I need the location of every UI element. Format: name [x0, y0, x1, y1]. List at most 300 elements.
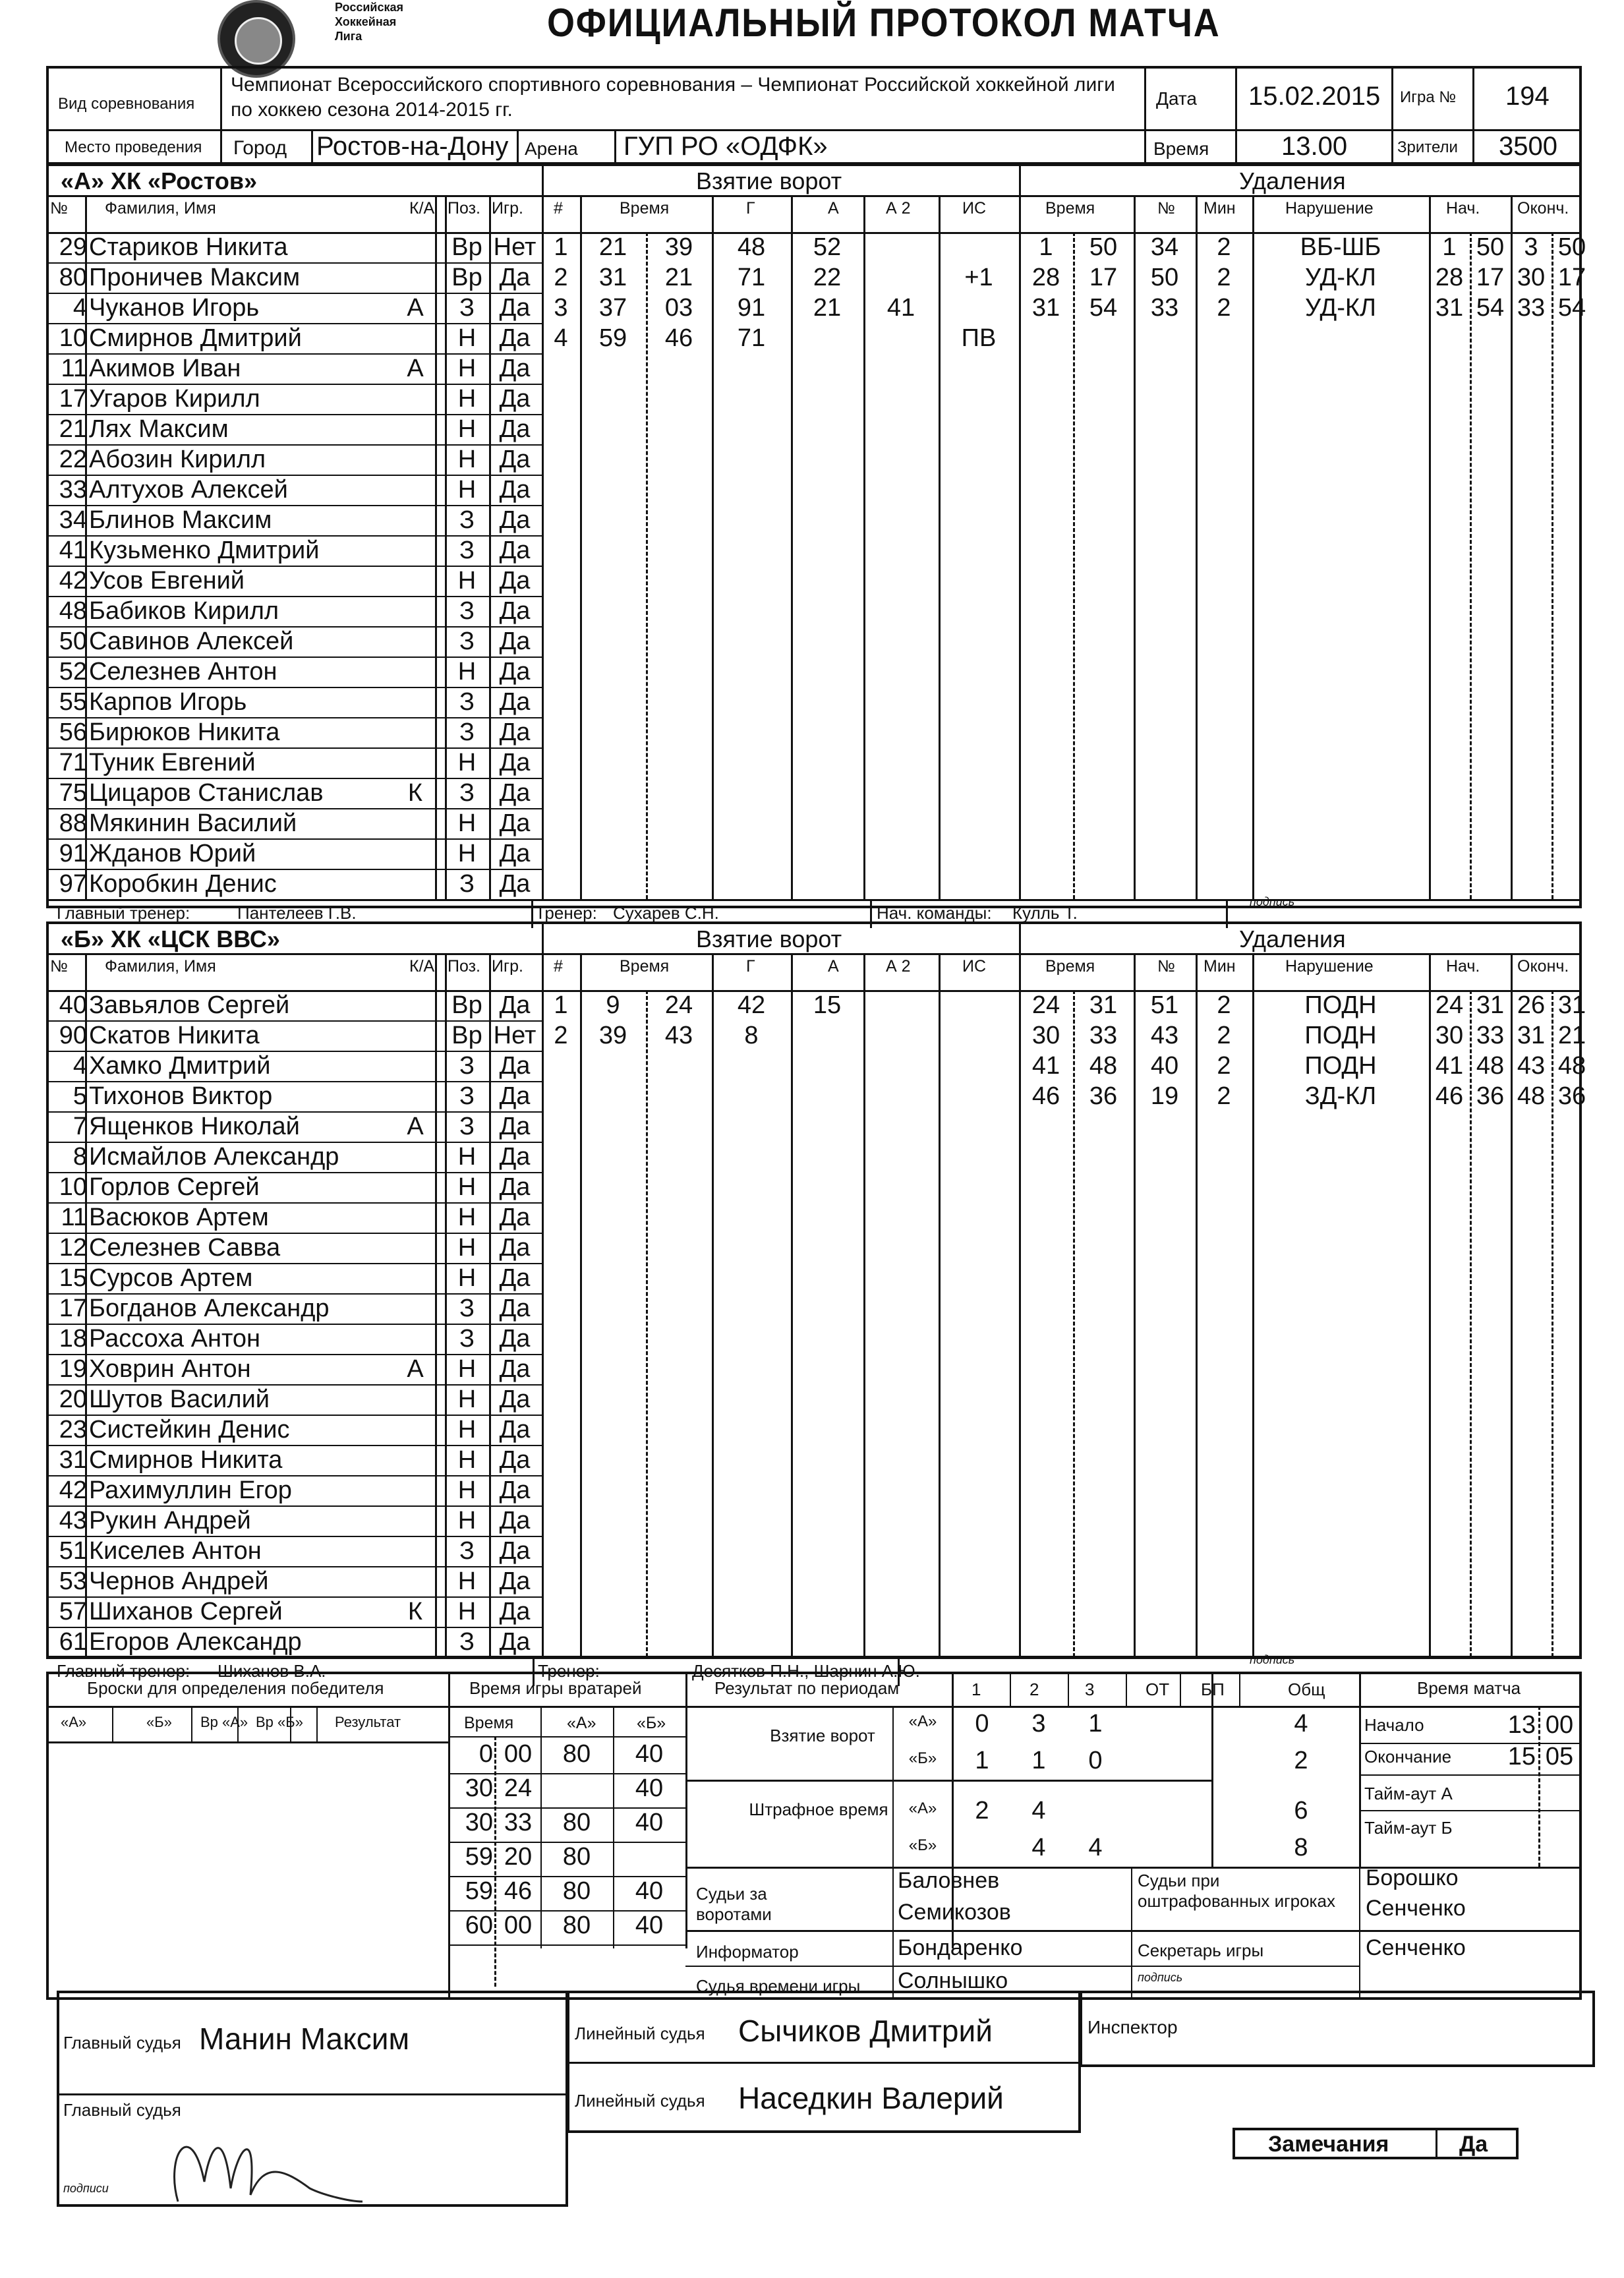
penalty-cell: 33	[1089, 1022, 1118, 1049]
player-name: Киселев Антон	[89, 1537, 262, 1565]
goalie-b: 40	[635, 1740, 664, 1768]
player-games: Да	[499, 1295, 531, 1322]
time-label: Время	[1153, 138, 1209, 159]
penalty-cell: 48	[1476, 1052, 1505, 1080]
column-header-name: Фамилия, Имя	[105, 199, 216, 218]
goal-judge-1: Баловнев	[898, 1868, 1000, 1893]
player-name: Смирнов Никита	[89, 1446, 283, 1474]
player-number: 7	[72, 1113, 87, 1140]
penalty-cell: 43	[1517, 1052, 1546, 1080]
goalie-b: 40	[635, 1809, 664, 1836]
penalty-cell: 46	[1435, 1082, 1464, 1110]
secretary-label: Секретарь игры	[1138, 1941, 1264, 1960]
goalie-min: 59	[465, 1843, 493, 1871]
penalty-cell: 31	[1517, 1022, 1546, 1049]
player-number: 17	[59, 385, 87, 413]
timekeeper: Солнышко	[898, 1968, 1008, 1993]
sign-label: подпись	[1250, 895, 1295, 908]
column-header-name: Фамилия, Имя	[105, 957, 216, 976]
column-header-g_g: Г	[746, 957, 755, 976]
player-number: 31	[59, 1446, 87, 1474]
column-header-g_time: Время	[620, 957, 670, 976]
player-position: Н	[457, 567, 477, 595]
shootout-col: Вр «Б»	[256, 1714, 303, 1730]
grid-line	[542, 954, 544, 1657]
trainer: Десятков П.Н., Шарнин А.Ю.	[692, 1661, 920, 1681]
player-games: Да	[499, 1446, 531, 1474]
grid-line	[542, 166, 544, 196]
grid-line	[1359, 1867, 1360, 1999]
period-team: «А»	[908, 1799, 937, 1817]
player-number: 61	[59, 1628, 87, 1656]
coach-label: Главный тренер:	[57, 903, 190, 923]
period-col: 2	[1030, 1679, 1039, 1699]
goalie-sec: 46	[504, 1877, 533, 1905]
match-end-m: 05	[1545, 1743, 1574, 1770]
penalty-cell: 36	[1476, 1082, 1505, 1110]
penalty-cell: 3	[1524, 233, 1538, 261]
team-chief-label: Нач. команды:	[877, 903, 992, 923]
player-position: З	[459, 294, 475, 322]
grid-line	[1239, 1672, 1240, 1706]
player-games: Да	[499, 1416, 531, 1444]
penalty-cell: ПОДН	[1304, 991, 1377, 1019]
goal-cell: 48	[737, 233, 766, 261]
player-name: Бабиков Кирилл	[89, 597, 279, 625]
trainer-label: Тренер:	[535, 903, 597, 923]
penalty-cell: 28	[1435, 264, 1464, 291]
penalty-cell: 33	[1150, 294, 1179, 322]
period-team: «А»	[908, 1712, 937, 1730]
divider	[46, 1706, 1582, 1708]
goal-cell: 39	[598, 1022, 627, 1049]
divider	[46, 899, 1582, 901]
grid-line	[1068, 1672, 1069, 1706]
player-name: Чернов Андрей	[89, 1567, 269, 1595]
period-col: ОТ	[1146, 1679, 1170, 1699]
player-name: Сурсов Артем	[89, 1264, 253, 1292]
grid-line	[791, 954, 793, 1657]
player-number: 51	[59, 1537, 87, 1565]
player-role: К	[407, 1598, 423, 1625]
goal-cell: 3	[554, 294, 568, 322]
grid-line	[435, 954, 437, 1657]
match-start-m: 00	[1545, 1711, 1574, 1739]
player-position: Н	[457, 1476, 477, 1504]
player-games: Да	[499, 1355, 531, 1383]
column-header-p_min: Мин	[1204, 957, 1236, 976]
period-score: 0	[1088, 1747, 1103, 1774]
time-separator	[494, 1736, 496, 1987]
player-games: Да	[499, 1386, 531, 1413]
row-line	[1359, 1774, 1582, 1776]
linesman-label-1: Линейный судья	[575, 2024, 705, 2043]
penalty-cell: 50	[1089, 233, 1118, 261]
time-separator	[646, 990, 648, 1657]
column-header-p_end: Оконч.	[1517, 199, 1569, 218]
player-name: Ященков Николай	[89, 1113, 300, 1140]
goalie-min: 30	[465, 1809, 493, 1836]
penalties-title: Удаления	[1239, 925, 1346, 952]
sign-label: подпись	[1250, 1653, 1295, 1666]
goalie-b: 40	[635, 1774, 664, 1802]
column-header-games: Игр.	[492, 957, 523, 976]
goal-cell: 31	[598, 264, 627, 291]
player-name: Усов Евгений	[89, 567, 245, 595]
player-number: 22	[59, 446, 87, 473]
goalie-col: «Б»	[637, 1714, 666, 1732]
player-games: Да	[499, 355, 531, 382]
goal-cell: 42	[737, 991, 766, 1019]
penalty-cell: 17	[1557, 264, 1586, 291]
goalie-a: 80	[562, 1912, 591, 1939]
player-games: Да	[499, 991, 531, 1019]
goalie-a: 80	[562, 1809, 591, 1836]
player-games: Да	[499, 597, 531, 625]
penalty-cell: 48	[1557, 1052, 1586, 1080]
grid-line	[863, 954, 865, 1657]
player-name: Проничев Максим	[89, 264, 301, 291]
player-position: Н	[457, 1386, 477, 1413]
penalty-cell: 30	[1031, 1022, 1060, 1049]
player-name: Рахимуллин Егор	[89, 1476, 292, 1504]
penalty-cell: УД-КЛ	[1305, 294, 1376, 322]
match-start-label: Начало	[1364, 1715, 1424, 1735]
player-number: 48	[59, 597, 87, 625]
divider	[685, 1966, 1359, 1967]
goal-cell: 71	[737, 324, 766, 352]
penalty-cell: 50	[1150, 264, 1179, 291]
player-number: 80	[59, 264, 87, 291]
penalty-judge-1: Борошко	[1366, 1865, 1459, 1890]
grid-line	[1359, 1672, 1361, 1867]
player-position: Вр	[451, 1022, 482, 1049]
column-header-no: №	[50, 199, 68, 218]
penalty-cell: 2	[1217, 233, 1231, 261]
player-name: Туник Евгений	[89, 749, 256, 776]
grid-line	[580, 954, 582, 1657]
penalty-cell: 36	[1557, 1082, 1586, 1110]
player-name: Тихонов Виктор	[89, 1082, 273, 1110]
player-number: 55	[59, 688, 87, 716]
arena: ГУП РО «ОДФК»	[624, 132, 828, 161]
goalie-b: 40	[635, 1912, 664, 1939]
trainer-label: Тренер:	[538, 1661, 600, 1681]
penalty-cell: 24	[1031, 991, 1060, 1019]
player-games: Да	[499, 658, 531, 686]
goal-cell: 21	[664, 264, 693, 291]
match-date: 15.02.2015	[1248, 82, 1381, 111]
goals-title: Взятие ворот	[696, 167, 842, 194]
player-games: Да	[499, 324, 531, 352]
player-games: Да	[499, 446, 531, 473]
informer: Бондаренко	[898, 1935, 1023, 1960]
grid-line	[435, 196, 437, 899]
player-name: Рукин Андрей	[89, 1507, 251, 1534]
column-header-pos: Поз.	[448, 199, 480, 218]
player-number: 17	[59, 1295, 87, 1322]
referee-signature	[152, 2103, 369, 2208]
penalty-cell: 33	[1476, 1022, 1505, 1049]
player-number: 43	[59, 1507, 87, 1534]
player-position: Н	[457, 1567, 477, 1595]
player-role: А	[407, 355, 424, 382]
player-number: 42	[59, 1476, 87, 1504]
grid-line	[1010, 1672, 1011, 1706]
player-games: Да	[499, 264, 531, 291]
grid-line	[1180, 1672, 1181, 1706]
penalty-judges-label: Судьи при оштрафованных игроках	[1138, 1871, 1335, 1911]
player-number: 10	[59, 324, 87, 352]
player-position: З	[459, 1325, 475, 1353]
player-position: Н	[457, 1446, 477, 1474]
penalty-judge-2: Сенченко	[1366, 1896, 1466, 1921]
goalie-a: 80	[562, 1843, 591, 1871]
penalty-cell: 40	[1150, 1052, 1179, 1080]
grid-line	[112, 1706, 113, 1741]
divider	[46, 953, 1582, 955]
player-games: Да	[499, 1325, 531, 1353]
player-number: 53	[59, 1567, 87, 1595]
player-number: 71	[59, 749, 87, 776]
penalty-cell: 17	[1089, 264, 1118, 291]
player-position: Н	[457, 1416, 477, 1444]
head-coach: Пантелеев Г.В.	[237, 903, 357, 923]
period-score: 4	[1031, 1797, 1046, 1825]
penalty-cell: 48	[1089, 1052, 1118, 1080]
player-position: Н	[457, 840, 477, 867]
penalty-cell: ПОДН	[1304, 1022, 1377, 1049]
player-position: Н	[457, 809, 477, 837]
period-score: 3	[1031, 1710, 1046, 1738]
player-number: 90	[59, 1022, 87, 1049]
timeout-b: Тайм-аут Б	[1364, 1818, 1453, 1838]
grid-line	[685, 1672, 687, 1948]
divider	[46, 1657, 1582, 1659]
match-type: Чемпионат Всероссийского спортивного соревнования – Чемпионат Российской хоккейной лиги по хоккею сезона 2014-2015 гг.	[231, 74, 1115, 121]
player-games: Да	[499, 628, 531, 655]
remarks-box	[1232, 2128, 1519, 2159]
player-number: 19	[59, 1355, 87, 1383]
grid-line	[290, 1706, 291, 1741]
player-position: Н	[457, 385, 477, 413]
player-number: 4	[72, 1052, 87, 1080]
column-header-games: Игр.	[492, 199, 523, 218]
penalty-cell: УД-КЛ	[1305, 264, 1376, 291]
player-position: Н	[457, 1234, 477, 1262]
goalie-a: 80	[562, 1877, 591, 1905]
column-header-p_time: Время	[1045, 199, 1095, 218]
column-header-p_min: Мин	[1204, 199, 1236, 218]
grid-line	[191, 1706, 192, 1741]
player-number: 57	[59, 1598, 87, 1625]
shootout-col: Результат	[335, 1714, 401, 1730]
player-position: З	[459, 688, 475, 716]
match-start-h: 13	[1507, 1711, 1536, 1739]
penalty-cell: 28	[1031, 264, 1060, 291]
penalty-cell: 33	[1517, 294, 1546, 322]
penalty-cell: 31	[1435, 294, 1464, 322]
player-games: Да	[499, 476, 531, 504]
signs-label: подписи	[63, 2182, 109, 2195]
player-games: Да	[499, 870, 531, 898]
player-position: Вр	[451, 233, 482, 261]
divider	[685, 1780, 1213, 1782]
time-separator	[1538, 1706, 1540, 1867]
player-position: З	[459, 718, 475, 746]
timekeeper-label: Судья времени игры	[696, 1976, 861, 1996]
grid-line	[316, 1706, 318, 1741]
player-games: Да	[499, 809, 531, 837]
player-games: Да	[499, 1082, 531, 1110]
player-name: Савинов Алексей	[89, 628, 294, 655]
period-team: «Б»	[908, 1749, 937, 1767]
player-games: Да	[499, 1173, 531, 1201]
period-col: Общ	[1288, 1679, 1325, 1699]
main-referee-label: Главный судья	[63, 2033, 181, 2053]
player-name: Васюков Артем	[89, 1204, 269, 1231]
penalty-cell: 2	[1217, 1082, 1231, 1110]
player-position: Н	[457, 324, 477, 352]
match-time: 13.00	[1281, 132, 1348, 161]
player-number: 5	[72, 1082, 87, 1110]
column-header-g_is: ИС	[962, 199, 987, 218]
main-referee-label-2: Главный судья	[63, 2100, 181, 2120]
player-games: Да	[499, 1143, 531, 1171]
period-col: 1	[972, 1679, 981, 1699]
player-name: Чуканов Игорь	[89, 294, 260, 322]
player-position: Н	[457, 1143, 477, 1171]
team-title: «А» ХК «Ростов»	[61, 167, 258, 194]
player-name: Абозин Кирилл	[89, 446, 266, 473]
player-number: 91	[59, 840, 87, 867]
secretary: Сенченко	[1366, 1935, 1466, 1960]
column-header-g_a2: А 2	[886, 957, 911, 976]
column-header-no: №	[50, 957, 68, 976]
city-label: Город	[233, 137, 287, 159]
player-number: 11	[61, 355, 87, 382]
team-title: «Б» ХК «ЦСК ВВС»	[61, 925, 280, 952]
goalie-sec: 00	[504, 1912, 533, 1939]
player-position: З	[459, 1537, 475, 1565]
player-games: Да	[499, 294, 531, 322]
period-total: 2	[1294, 1747, 1308, 1774]
goal-cell: 2	[554, 1022, 568, 1049]
player-name: Систейкин Денис	[89, 1416, 290, 1444]
player-number: 18	[59, 1325, 87, 1353]
penalty-cell: 30	[1435, 1022, 1464, 1049]
player-number: 50	[59, 628, 87, 655]
penalty-cell: 26	[1517, 991, 1546, 1019]
penalty-cell: 24	[1435, 991, 1464, 1019]
player-position: Н	[457, 1598, 477, 1625]
penalty-cell: 50	[1476, 233, 1505, 261]
penalty-cell: 48	[1517, 1082, 1546, 1110]
player-number: 23	[59, 1416, 87, 1444]
player-name: Жданов Юрий	[89, 840, 256, 867]
player-position: Н	[457, 658, 477, 686]
goal-cell: 59	[598, 324, 627, 352]
match-time-title: Время матча	[1417, 1678, 1521, 1698]
period-col: БП	[1201, 1679, 1225, 1699]
place-label: Место проведения	[65, 138, 202, 156]
penalty-cell: ВБ-ШБ	[1300, 233, 1381, 261]
player-number: 12	[59, 1234, 87, 1262]
player-position: Н	[457, 1204, 477, 1231]
shootout-col: «Б»	[146, 1714, 172, 1730]
player-role: А	[407, 1355, 424, 1383]
goal-cell: 21	[598, 233, 627, 261]
divider	[46, 195, 1582, 197]
player-number: 75	[59, 779, 87, 807]
player-name: Коробкин Денис	[89, 870, 277, 898]
column-header-g_g: Г	[746, 199, 755, 218]
penalty-cell: 54	[1557, 294, 1586, 322]
player-games: Да	[499, 1234, 531, 1262]
league-name: Российская Хоккейная Лига	[335, 1, 404, 43]
linesman-label-2: Линейный судья	[575, 2091, 705, 2111]
player-position: Н	[457, 1355, 477, 1383]
period-total: 8	[1294, 1834, 1308, 1861]
shootout-col: Вр «А»	[200, 1714, 248, 1730]
match-end-h: 15	[1507, 1743, 1536, 1770]
linesman-1: Сычиков Дмитрий	[738, 2014, 993, 2048]
player-role: А	[407, 294, 424, 322]
divider	[46, 1741, 450, 1743]
player-name: Селезнев Антон	[89, 658, 277, 686]
grid-line	[712, 954, 714, 1657]
player-name: Угаров Кирилл	[89, 385, 260, 413]
time-separator	[1073, 232, 1075, 899]
shootout-title: Броски для определения победителя	[87, 1678, 384, 1698]
player-name: Селезнев Савва	[89, 1234, 281, 1262]
coach-label: Главный тренер:	[57, 1661, 190, 1681]
player-name: Смирнов Дмитрий	[89, 324, 302, 352]
grid-line	[1211, 1672, 1213, 1867]
time-separator	[1470, 232, 1472, 899]
penalty-cell: 31	[1476, 991, 1505, 1019]
player-games: Да	[499, 1567, 531, 1595]
player-name: Горлов Сергей	[89, 1173, 260, 1201]
column-header-p_start: Нач.	[1446, 199, 1480, 218]
goal-cell: 41	[886, 294, 915, 322]
penalty-cell: 2	[1217, 1022, 1231, 1049]
player-games: Нет	[493, 1022, 536, 1049]
player-number: 21	[59, 415, 87, 443]
player-position: З	[459, 597, 475, 625]
column-header-g_a2: А 2	[886, 199, 911, 218]
column-header-g_is: ИС	[962, 957, 987, 976]
period-team: «Б»	[908, 1836, 937, 1854]
player-number: 42	[59, 567, 87, 595]
penalty-cell: 41	[1435, 1052, 1464, 1080]
player-number: 88	[59, 809, 87, 837]
page-title: ОФИЦИАЛЬНЫЙ ПРОТОКОЛ МАТЧА	[547, 1, 1221, 45]
penalties-title: Удаления	[1239, 167, 1346, 194]
grid-line	[1131, 1867, 1132, 1999]
goal-cell: 03	[664, 294, 693, 322]
period-score: 4	[1031, 1834, 1046, 1861]
player-position: Н	[457, 476, 477, 504]
grid-line	[237, 1706, 239, 1741]
penalty-cell: 2	[1217, 1052, 1231, 1080]
player-games: Да	[499, 385, 531, 413]
goalie-sec: 24	[504, 1774, 533, 1802]
period-score: 2	[975, 1797, 989, 1825]
player-games: Да	[499, 1476, 531, 1504]
column-header-p_time: Время	[1045, 957, 1095, 976]
goal-cell: +1	[964, 264, 993, 291]
